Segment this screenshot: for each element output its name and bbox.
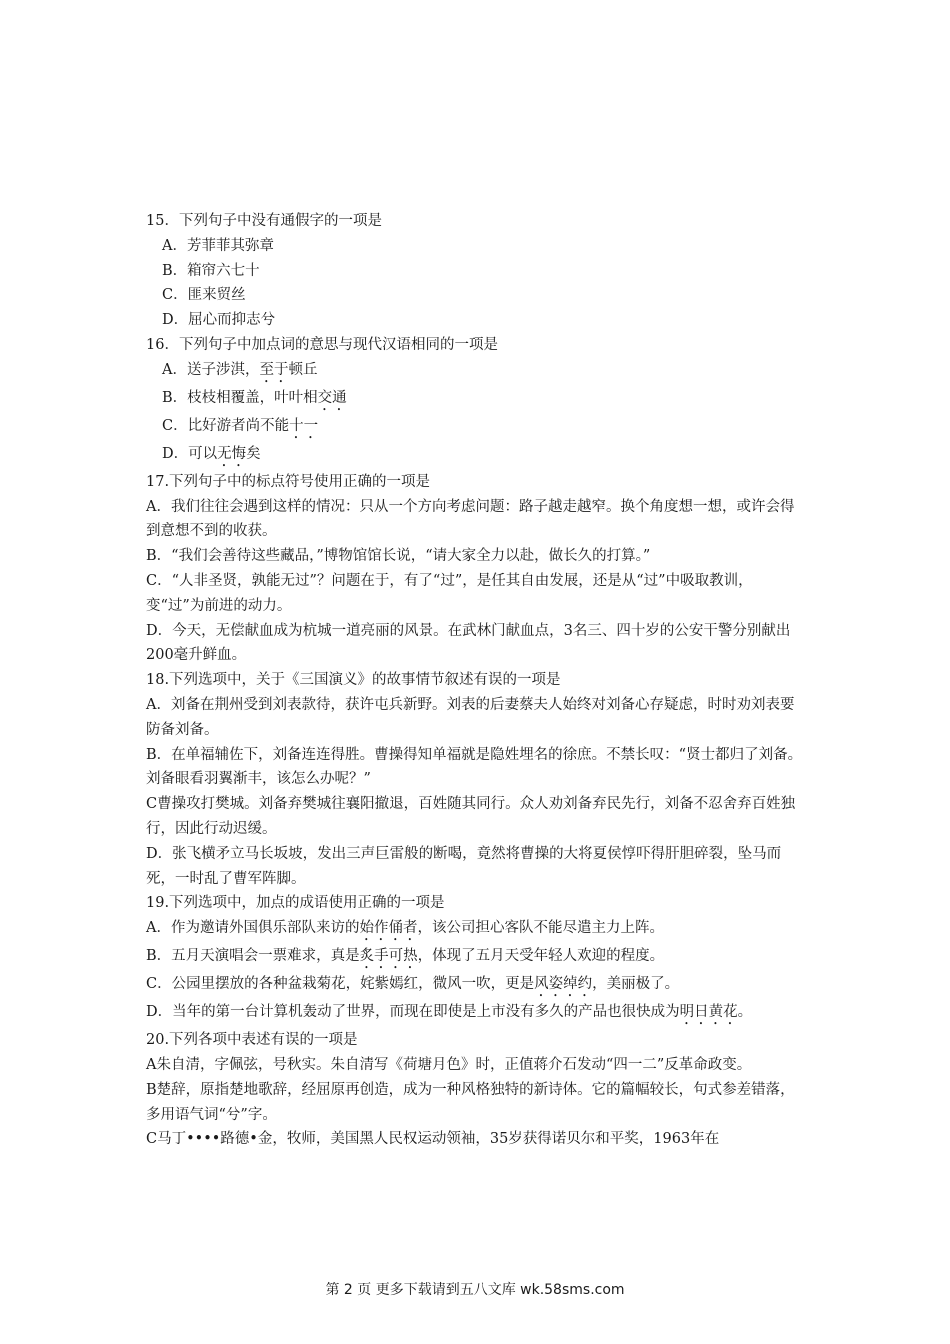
question-content — [146, 209, 806, 1152]
q16-b-dotted: 交通 — [317, 389, 347, 406]
q17-option-c: C．“人非圣贤，孰能无过”？问题在于，有了“过”，是任其自由发展，还是从“过”中吸取教训，变“过”为前进的动力。 — [146, 572, 753, 614]
q19-b-text-end: ，体现了五月天受年轻人欢迎的程度。 — [417, 948, 665, 965]
q19-c-dotted: 风姿绰约 — [534, 976, 593, 993]
q16-b-text: B．枝枝相覆盖，叶叶相 — [162, 389, 318, 406]
q16-c-text: C．比好游者尚不能 — [162, 417, 290, 434]
q16-a-text-end: 顿丘 — [288, 361, 318, 378]
q19-option-c — [146, 972, 806, 1000]
q19-d-text: D．当年的第一台计算机轰动了世界，而现在即使是上市没有多久的产品也很快成为 — [146, 1004, 680, 1021]
q15-stem: 15．下列句子中没有通假字的一项是 — [146, 213, 382, 229]
q16-a-text: A．送子涉淇， — [162, 361, 260, 378]
q15-option-d: D．屈心而抑志兮 — [162, 312, 276, 329]
q15-option-a: A．芳菲菲其弥章 — [162, 237, 274, 254]
q20-option-a: A朱自清，字佩弦，号秋实。朱自清写《荷塘月色》时，正值蒋介石发动“四一二”反革命政变。 — [146, 1056, 752, 1073]
q17-stem: 17.下列句子中的标点符号使用正确的一项是 — [146, 473, 431, 490]
q17-option-b: B．“我们会善待这些藏品，”博物馆馆长说，“请大家全力以赴，做长久的打算。” — [146, 548, 651, 565]
q20-option-c: C马丁••••路德•金，牧师，美国黑人民权运动领袖，35岁获得诺贝尔和平奖，1963年在 — [146, 1131, 720, 1148]
q16-c-dotted: 十一 — [289, 417, 319, 434]
q19-option-b — [146, 944, 806, 972]
q16-option-d — [146, 442, 806, 470]
q18-stem: 18.下列选项中，关于《三国演义》的故事情节叙述有误的一项是 — [146, 672, 561, 689]
q15-option-b: B．箱帘六七十 — [162, 262, 260, 279]
page-footer: 第 2 页 更多下载请到五八文库 wk.58sms.com — [325, 1282, 625, 1298]
q16-option-a — [146, 358, 806, 386]
q19-option-d — [146, 1000, 806, 1028]
q16-option-c — [146, 414, 806, 442]
q19-option-a — [146, 916, 806, 944]
q19-c-text: C．公园里摆放的各种盆栽菊花，姹紫嫣红，微风一吹，更是 — [146, 976, 535, 993]
q18-option-c: C曹操攻打樊城。刘备弃樊城往襄阳撤退，百姓随其同行。众人劝刘备弃民先行，刘备不忍舍弃百姓独行，因此行动迟缓。 — [146, 796, 796, 837]
q20-stem: 20.下列各项中表述有误的一项是 — [146, 1032, 358, 1049]
q20-option-b: B楚辞，原指楚地歌辞，经屈原再创造，成为一种风格独特的新诗体。它的篇幅较长，句式参差错落，多用语气词“兮”字。 — [146, 1081, 795, 1123]
q17-option-a: A．我们往往会遇到这样的情况：只从一个方向考虑问题：路子越走越窄。换个角度想一想，或许会得到意想不到的收获。 — [146, 498, 795, 540]
q16-option-b — [146, 386, 806, 414]
q16-d-dotted: 无悔 — [217, 445, 247, 462]
q18-option-d: D．张飞横矛立马长坂坡，发出三声巨雷般的断喝，竟然将曹操的大将夏侯惇吓得肝胆碎裂，坠马而死，一时乱了曹军阵脚。 — [146, 845, 782, 887]
q16-a-dotted: 至于 — [259, 361, 289, 378]
q15-option-c: C．匪来贸丝 — [162, 287, 246, 304]
q19-c-text-end: ，美丽极了。 — [592, 976, 680, 993]
q16-stem: 16．下列句子中加点词的意思与现代汉语相同的一项是 — [146, 336, 498, 353]
q18-option-a: A．刘备在荆州受到刘表款待，获许屯兵新野。刘表的后妻蔡夫人始终对刘备心存疑虑，时时劝刘表要防备刘备。 — [146, 696, 795, 738]
q16-d-text-end: 矣 — [246, 445, 261, 462]
q19-a-text: A．作为邀请外国俱乐部队来访的 — [146, 920, 360, 937]
q17-option-d: D．今天，无偿献血成为杭城一道亮丽的风景。在武林门献血点，3名三、四十岁的公安干警分别献出200毫升鲜血。 — [146, 622, 791, 664]
q16-d-text: D．可以 — [162, 445, 218, 462]
q18-option-b: B．在单福辅佐下，刘备连连得胜。曹操得知单福就是隐姓埋名的徐庶。不禁长叹：“贤士都归了刘备。刘备眼看羽翼渐丰，该怎么办呢？” — [146, 746, 803, 788]
q19-b-dotted: 炙手可热 — [359, 948, 418, 965]
q19-a-dotted: 始作俑者 — [359, 920, 418, 937]
q19-a-text-end: ，该公司担心客队不能尽遣主力上阵。 — [417, 920, 664, 937]
q19-d-dotted: 明日黄花 — [679, 1004, 738, 1021]
q19-stem: 19.下列选项中，加点的成语使用正确的一项是 — [146, 895, 445, 912]
q19-b-text: B．五月天演唱会一票难求，真是 — [146, 948, 360, 965]
q19-d-text-end: 。 — [737, 1004, 753, 1021]
